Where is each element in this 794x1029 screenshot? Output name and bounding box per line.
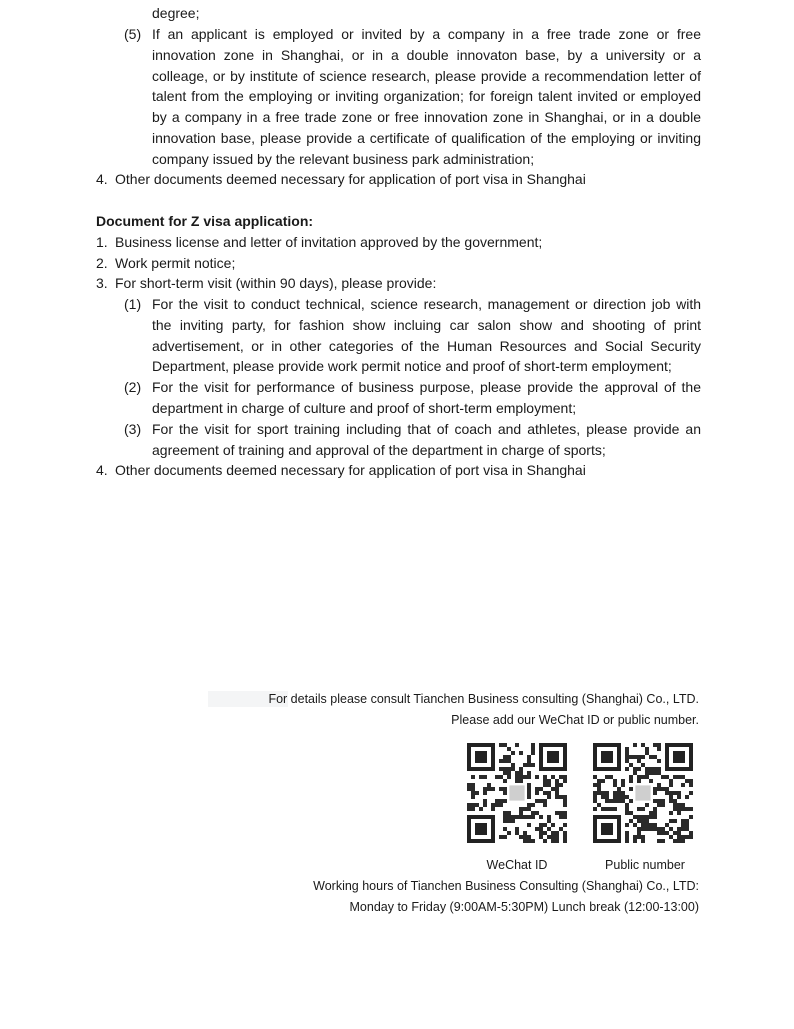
wechat-prompt: Please add our WeChat ID or public number. bbox=[451, 713, 699, 727]
list-item-number: 2. bbox=[96, 255, 108, 271]
hours-title: Working hours of Tianchen Business Consulting (Shanghai) Co., LTD: bbox=[313, 879, 699, 893]
list-item-text: Other documents deemed necessary for application of port visa in Shanghai bbox=[115, 171, 586, 187]
list-item-number: 3. bbox=[96, 275, 108, 291]
list-item-text: Business license and letter of invitation approved by the government; bbox=[115, 234, 543, 250]
sub-item-number: (2) bbox=[124, 379, 142, 395]
sub-item-number: (1) bbox=[124, 296, 142, 312]
wechat-id-qr-code bbox=[467, 743, 567, 843]
public-number-qr-code bbox=[593, 743, 693, 843]
sub-item-text: If an applicant is employed or invited by a company in a free trade zone or free innovation zone in Shanghai, or in a double innovaton base, by a university or a colleage, or by institute of science research, please provide a recommendation letter of talent from the employing or inviting organization; for foreign talent invited or employed by a company in a free trade zone or free innovation zone in Shanghai, or in a double innovation base, please provide a certificate of qualification of the employing or inviting company issued by the relevant business park administration; bbox=[152, 26, 701, 167]
list-item-tail: degree; bbox=[152, 5, 200, 21]
sub-item-number: (5) bbox=[124, 26, 142, 42]
sub-item-number: (3) bbox=[124, 421, 142, 437]
qr-right-caption: Public number bbox=[605, 858, 685, 872]
list-item-text: For short-term visit (within 90 days), please provide: bbox=[115, 275, 437, 291]
list-item-number: 4. bbox=[96, 171, 108, 187]
sub-item-text: For the visit for performance of business purpose, please provide the approval of the department in charge of culture and proof of short-term employment; bbox=[152, 379, 701, 416]
list-item-text: Other documents deemed necessary for application of port visa in Shanghai bbox=[115, 462, 586, 478]
list-item-number: 4. bbox=[96, 462, 108, 478]
list-item-text: Work permit notice; bbox=[115, 255, 236, 271]
section-heading: Document for Z visa application: bbox=[96, 213, 314, 229]
qr-left-caption: WeChat ID bbox=[486, 858, 548, 872]
hours-detail: Monday to Friday (9:00AM-5:30PM) Lunch break (12:00-13:00) bbox=[349, 900, 699, 914]
sub-item-text: For the visit to conduct technical, science research, management or direction job with the inviting party, for fashion show incluing car salon show and shooting of print advertisement, or in other categories of the Human Resources and Social Security Department, please provide work permit notice and proof of short-term employment; bbox=[152, 296, 701, 375]
list-item-number: 1. bbox=[96, 234, 108, 250]
sub-item-text: For the visit for sport training including that of coach and athletes, please provide an agreement of training and approval of the department in charge of sports; bbox=[152, 421, 701, 458]
consult-line: For details please consult Tianchen Business consulting (Shanghai) Co., LTD. bbox=[268, 692, 699, 706]
